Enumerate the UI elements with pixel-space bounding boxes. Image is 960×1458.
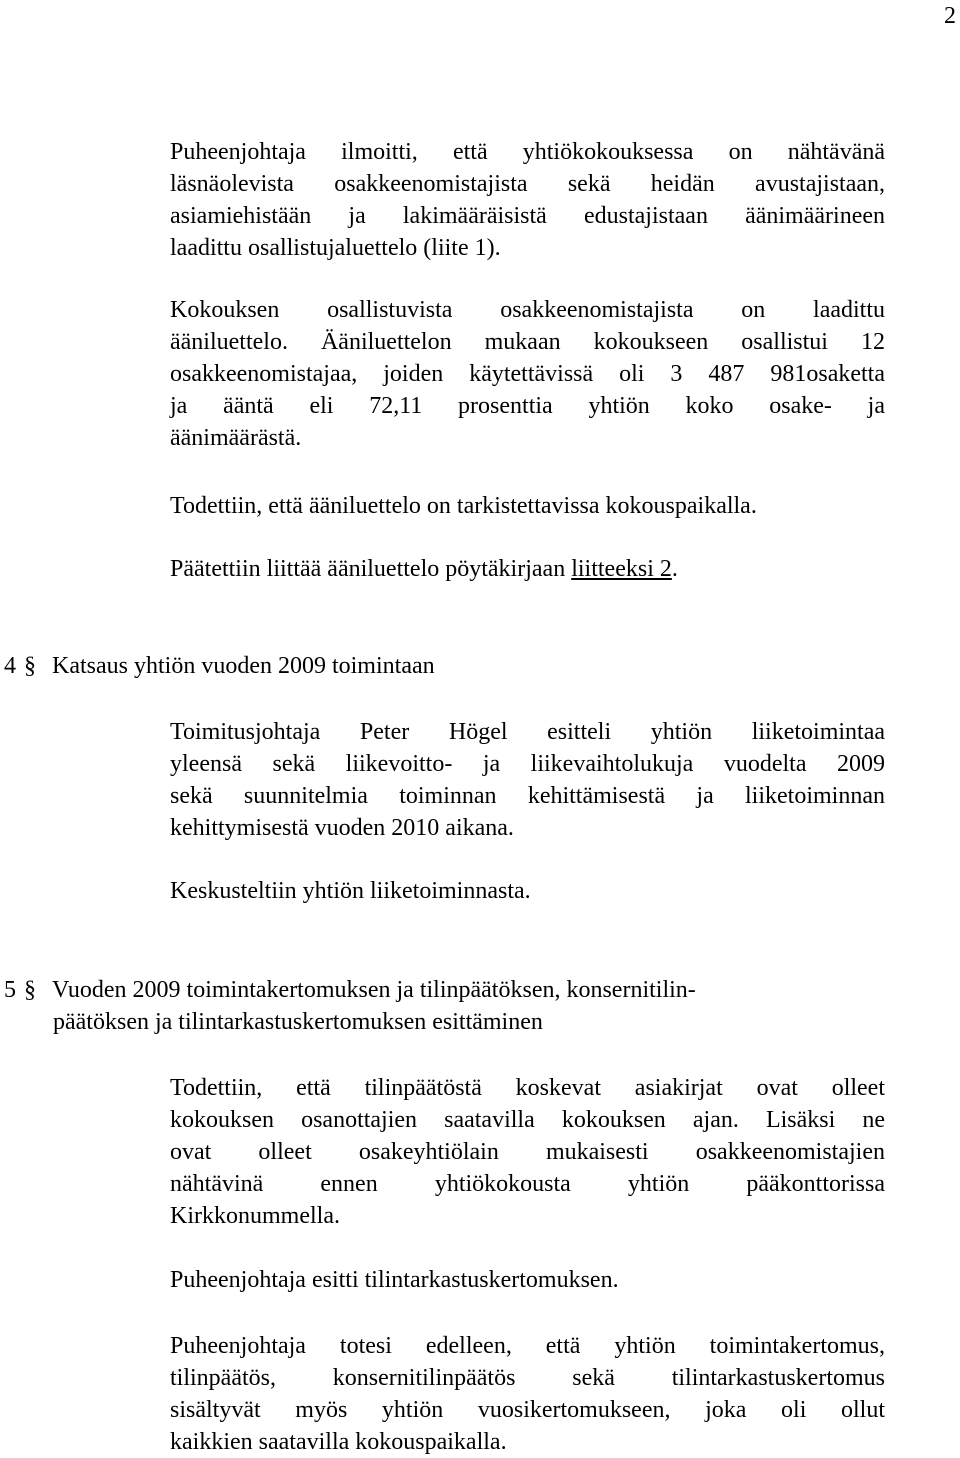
text-line: yleensä sekä liikevoitto- ja liikevaihtolukuja vuodelta 2009 <box>170 751 885 777</box>
section-title-continuation: päätöksen ja tilintarkastuskertomuksen esittäminen <box>53 1009 543 1035</box>
section-number: 4 <box>4 653 16 679</box>
text-line: sisältyvät myös yhtiön vuosikertomukseen, joka oli ollut <box>170 1397 885 1423</box>
section-5-paragraph-annual-report <box>170 1330 885 1458</box>
text-line: sekä suunnitelmia toiminnan kehittämisestä ja liiketoiminnan <box>170 783 885 809</box>
section-sign: § <box>24 653 36 679</box>
text-line: Puheenjohtaja esitti tilintarkastuskertomuksen. <box>170 1267 619 1293</box>
section-5-paragraph-audit <box>170 1264 885 1296</box>
text-line: Puheenjohtaja ilmoitti, että yhtiökokouksessa on nähtävänä <box>170 139 885 165</box>
section-4-paragraph-review <box>170 716 885 844</box>
text-line: osakkeenomistajaa, joiden käytettävissä oli 3 487 981osaketta <box>170 361 885 387</box>
text-line <box>170 553 885 585</box>
section-title: Vuoden 2009 toimintakertomuksen ja tilinpäätöksen, konsernitilin- <box>52 977 696 1003</box>
section-number: 5 <box>4 977 16 1003</box>
text-line: Keskusteltiin yhtiön liiketoiminnasta. <box>170 878 531 904</box>
text-line: Kokouksen osallistuvista osakkeenomistajista on laadittu <box>170 297 885 323</box>
section-5-paragraph-documents <box>170 1072 885 1232</box>
text-line: ovat olleet osakeyhtiölain mukaisesti osakkeenomistajien <box>170 1139 885 1165</box>
text-line: läsnäolevista osakkeenomistajista sekä heidän avustajistaan, <box>170 171 885 197</box>
text-line: tilinpäätös, konsernitilinpäätös sekä tilintarkastuskertomus <box>170 1365 885 1391</box>
text-line: Toimitusjohtaja Peter Högel esitteli yhtiön liiketoimintaa <box>170 719 885 745</box>
text-line: laadittu osallistujaluettelo (liite 1). <box>170 235 501 261</box>
text-line: Puheenjohtaja totesi edelleen, että yhtiön toimintakertomus, <box>170 1333 885 1359</box>
text-line: kokouksen osanottajien saatavilla kokouksen ajan. Lisäksi ne <box>170 1107 885 1133</box>
text-suffix: . <box>671 556 678 582</box>
section-5-heading <box>4 974 696 1038</box>
section-4-paragraph-discussion <box>170 875 885 907</box>
text-line: asiamiehistään ja lakimääräisistä edustajistaan äänimäärineen <box>170 203 885 229</box>
page-number: 2 <box>944 3 956 29</box>
section-sign: § <box>24 977 36 1003</box>
intro-paragraph-vote-list <box>170 294 885 454</box>
intro-paragraph-participants <box>170 136 885 264</box>
attachment-link[interactable]: liitteeksi 2 <box>571 556 672 582</box>
intro-paragraph-check <box>170 490 885 522</box>
text-line: Todettiin, että tilinpäätöstä koskevat asiakirjat ovat olleet <box>170 1075 885 1101</box>
text-line: Todettiin, että ääniluettelo on tarkistettavissa kokouspaikalla. <box>170 493 757 519</box>
section-title: Katsaus yhtiön vuoden 2009 toimintaan <box>52 653 435 679</box>
text-line: ja ääntä eli 72,11 prosenttia yhtiön koko osake- ja <box>170 393 885 419</box>
text-line: ääniluettelo. Ääniluettelon mukaan kokoukseen osallistui 12 <box>170 329 885 355</box>
text-line: kehittymisestä vuoden 2010 aikana. <box>170 815 514 841</box>
intro-paragraph-attachment <box>170 553 885 585</box>
text-line: äänimäärästä. <box>170 425 302 451</box>
section-4-heading <box>4 650 435 682</box>
text-line: nähtävinä ennen yhtiökokousta yhtiön pääkonttorissa <box>170 1171 885 1197</box>
text-line: kaikkien saatavilla kokouspaikalla. <box>170 1429 507 1455</box>
text-prefix: Päätettiin liittää ääniluettelo pöytäkirjaan <box>170 556 572 582</box>
text-line: Kirkkonummella. <box>170 1203 340 1229</box>
